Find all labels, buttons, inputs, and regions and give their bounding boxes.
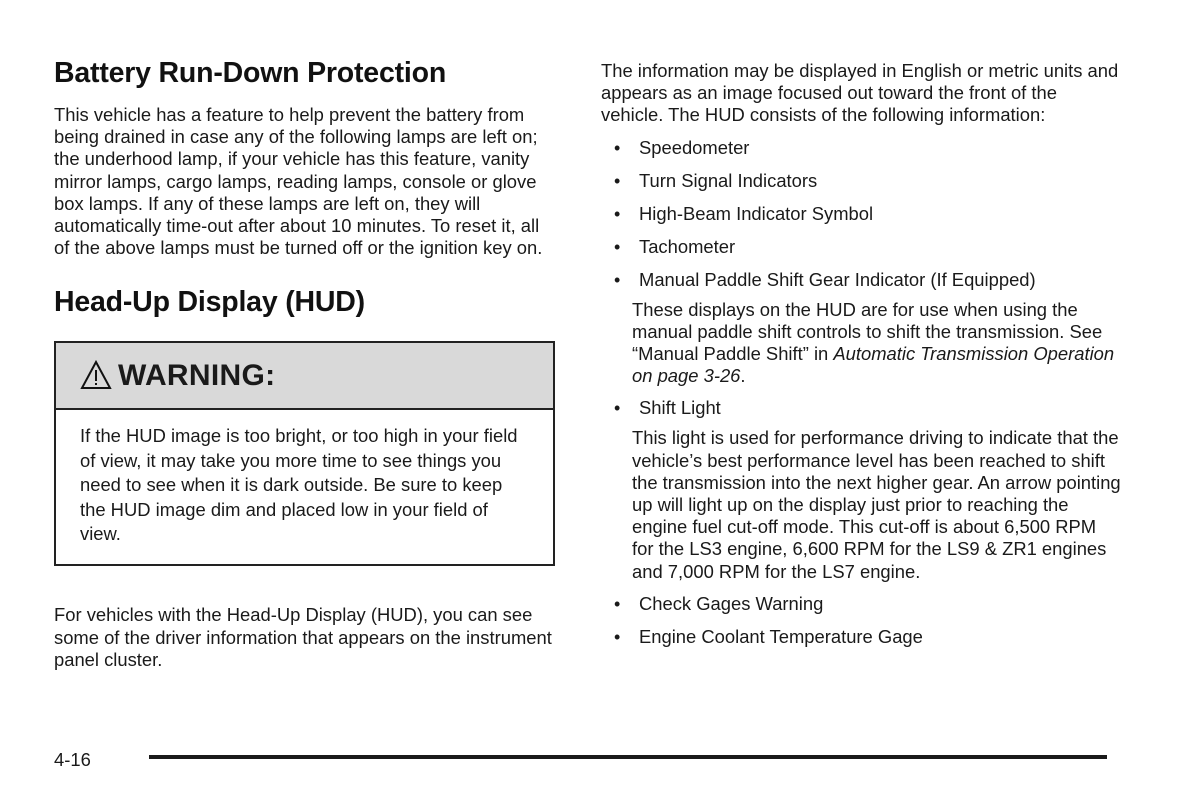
warning-title: WARNING: xyxy=(118,358,276,392)
section-heading-hud: Head-Up Display (HUD) xyxy=(54,286,365,319)
warning-box xyxy=(54,341,555,566)
hud-info-list xyxy=(601,137,1121,291)
list-item: • Shift Light xyxy=(614,397,721,419)
page-number: 4-16 xyxy=(54,749,91,770)
right-column xyxy=(601,60,1121,659)
list-item: • Manual Paddle Shift Gear Indicator (If Equipped) xyxy=(614,268,1036,290)
list-item: • High-Beam Indicator Symbol xyxy=(614,202,874,224)
bullet-icon: • xyxy=(614,398,621,419)
left-column xyxy=(54,56,559,671)
list-item: • Tachometer xyxy=(614,235,736,257)
list-item: • Check Gages Warning xyxy=(614,592,824,614)
bullet-icon: • xyxy=(614,626,621,647)
bullet-icon: • xyxy=(614,269,621,290)
warning-header xyxy=(56,343,553,410)
hud-intro-paragraph: The information may be displayed in English or metric units and appears as an image focused out toward the front of the vehicle. The HUD consists of the following information: xyxy=(601,60,1119,126)
bullet-icon: • xyxy=(614,203,621,224)
battery-paragraph: This vehicle has a feature to help prevent the battery from being drained in case any of the following lamps are left on; the underhood lamp, if your vehicle has this feature, vanity mirror lamps, cargo lamps, reading lamps, console or glove box lamps. If any of these lamps are left on, they will automatically time-out after about 10 minutes. To reset it, all of the above lamps must be turned off or the ignition key on. xyxy=(54,104,543,259)
bullet-icon: • xyxy=(614,137,621,158)
hud-info-list-continued xyxy=(601,397,1121,419)
footer-divider xyxy=(149,755,1107,759)
bullet-icon: • xyxy=(614,236,621,257)
hud-info-list-end xyxy=(601,593,1121,648)
list-item: • Engine Coolant Temperature Gage xyxy=(614,625,923,647)
warning-body: If the HUD image is too bright, or too high in your field of view, it may take you more time to see things you need to see when it is dark outside. Be sure to keep the HUD image dim and placed low in your field of view. xyxy=(80,425,518,545)
cross-reference: Automatic Transmission Operation on page 3-26 xyxy=(632,343,1115,387)
shift-light-description: This light is used for performance driving to indicate that the vehicle’s best performance level has been reached to shift the transmission into the next higher gear. An arrow pointing up will light up on the display just prior to reaching the engine fuel cut-off mode. This cut-off is about 6,500 RPM for the LS3 engine, 6,600 RPM for the LS9 & ZR1 engines and 7,000 RPM for the LS7 engine. xyxy=(632,427,1121,582)
bullet-icon: • xyxy=(614,170,621,191)
bullet-icon: • xyxy=(614,593,621,614)
warning-triangle-icon xyxy=(80,360,112,390)
paddle-shift-description: These displays on the HUD are for use when using the manual paddle shift controls to shift the transmission. See “Manual Paddle Shift” in Automatic Transmission Operation on page 3-26. xyxy=(632,298,1115,387)
list-item: • Turn Signal Indicators xyxy=(614,169,818,191)
list-item: • Speedometer xyxy=(614,136,750,158)
section-heading-battery: Battery Run-Down Protection xyxy=(54,57,447,89)
hud-paragraph: For vehicles with the Head-Up Display (HUD), you can see some of the driver information that appears on the instrument panel cluster. xyxy=(54,604,552,670)
